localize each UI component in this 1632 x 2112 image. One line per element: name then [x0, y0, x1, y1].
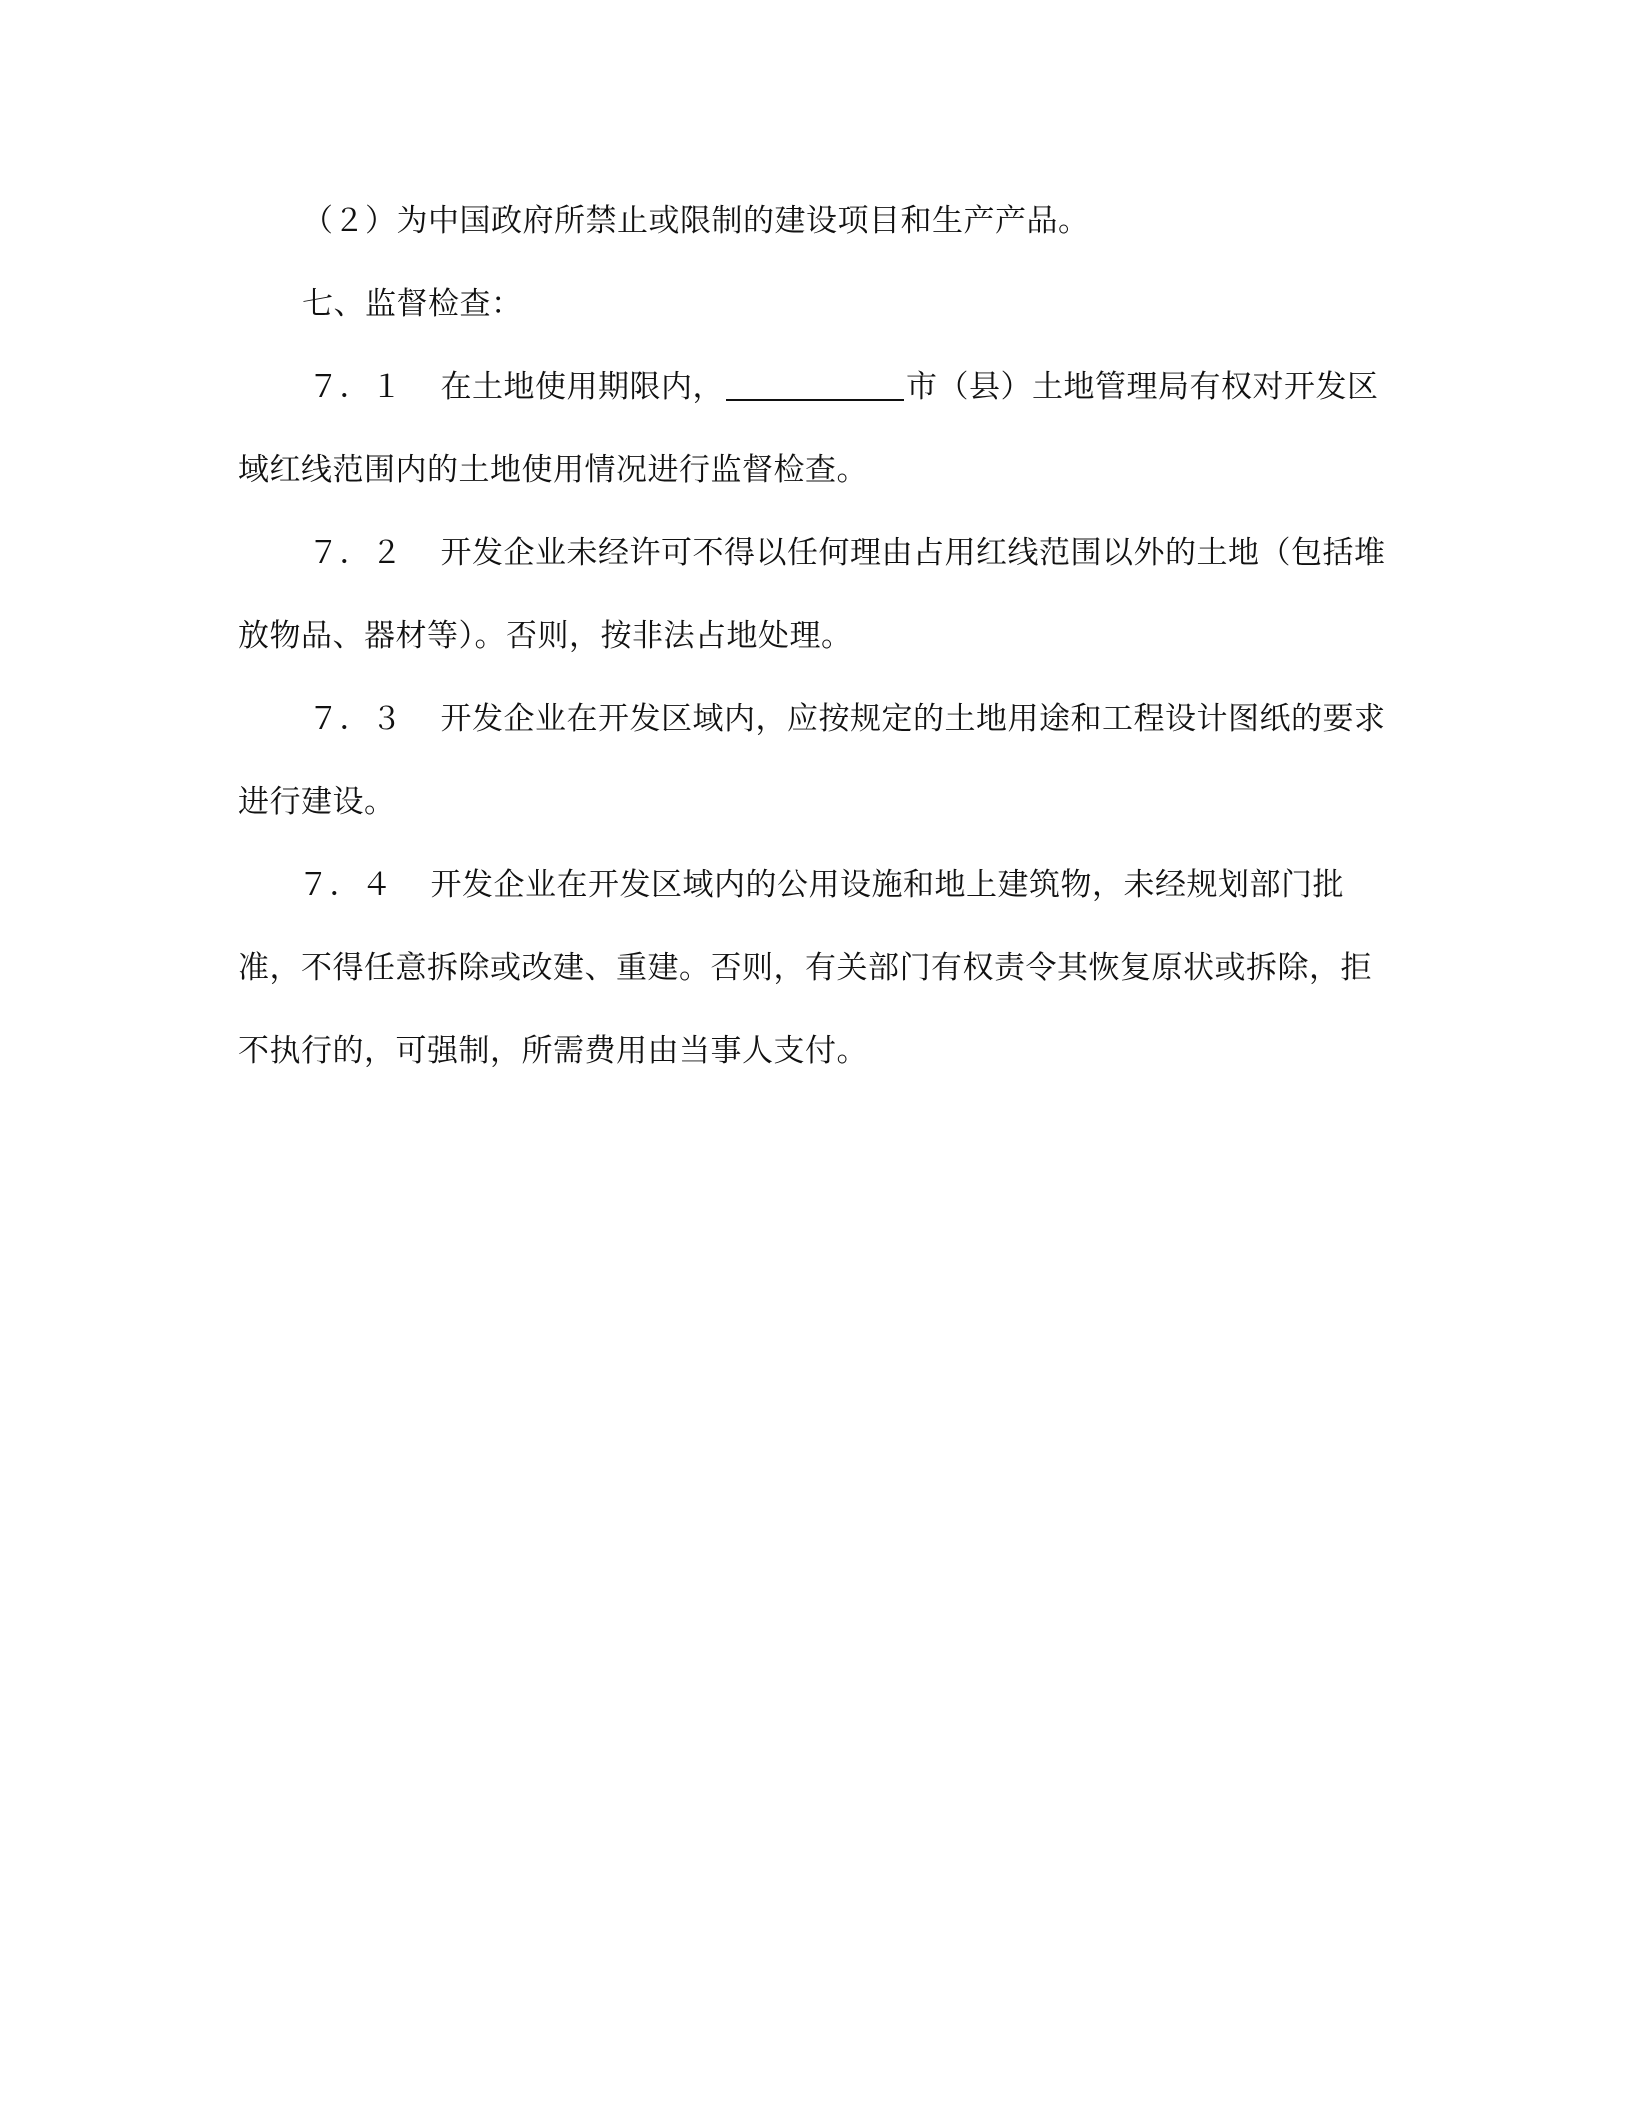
clause-text-part-b: 市（县）土地管理局有权对开发区域红线范围内的土地使用情况进行监督检查。	[238, 369, 1379, 488]
document-content	[238, 180, 1398, 1093]
fill-in-blank	[726, 369, 904, 401]
clause-7-1	[238, 346, 1398, 512]
clause-number: ７．２	[308, 535, 403, 571]
paragraph-text: （２）为中国政府所禁止或限制的建设项目和生产产品。	[302, 203, 1090, 239]
section-heading-text: 七、监督检查：	[302, 286, 523, 322]
clause-number: ７．１	[308, 369, 403, 405]
paragraph-item-2	[238, 180, 1398, 263]
clause-7-4	[238, 844, 1398, 1093]
clause-text: 开发企业在开发区域内，应按规定的土地用途和工程设计图纸的要求进行建设。	[238, 701, 1386, 820]
clause-text: 开发企业未经许可不得以任何理由占用红线范围以外的土地（包括堆放物品、器材等）。否则，按非法占地处理。	[238, 535, 1386, 654]
clause-text-part-a: 在土地使用期限内，	[440, 369, 724, 405]
clause-number: ７．３	[308, 701, 403, 737]
clause-text: 开发企业在开发区域内的公用设施和地上建筑物，未经规划部门批准，不得任意拆除或改建、重建。否则，有关部门有权责令其恢复原状或拆除，拒不执行的，可强制，所需费用由当事人支付。	[238, 867, 1372, 1069]
section-heading	[238, 263, 1398, 346]
clause-7-3	[238, 678, 1398, 844]
clause-7-2	[238, 512, 1398, 678]
clause-number: ７．４	[298, 867, 393, 903]
